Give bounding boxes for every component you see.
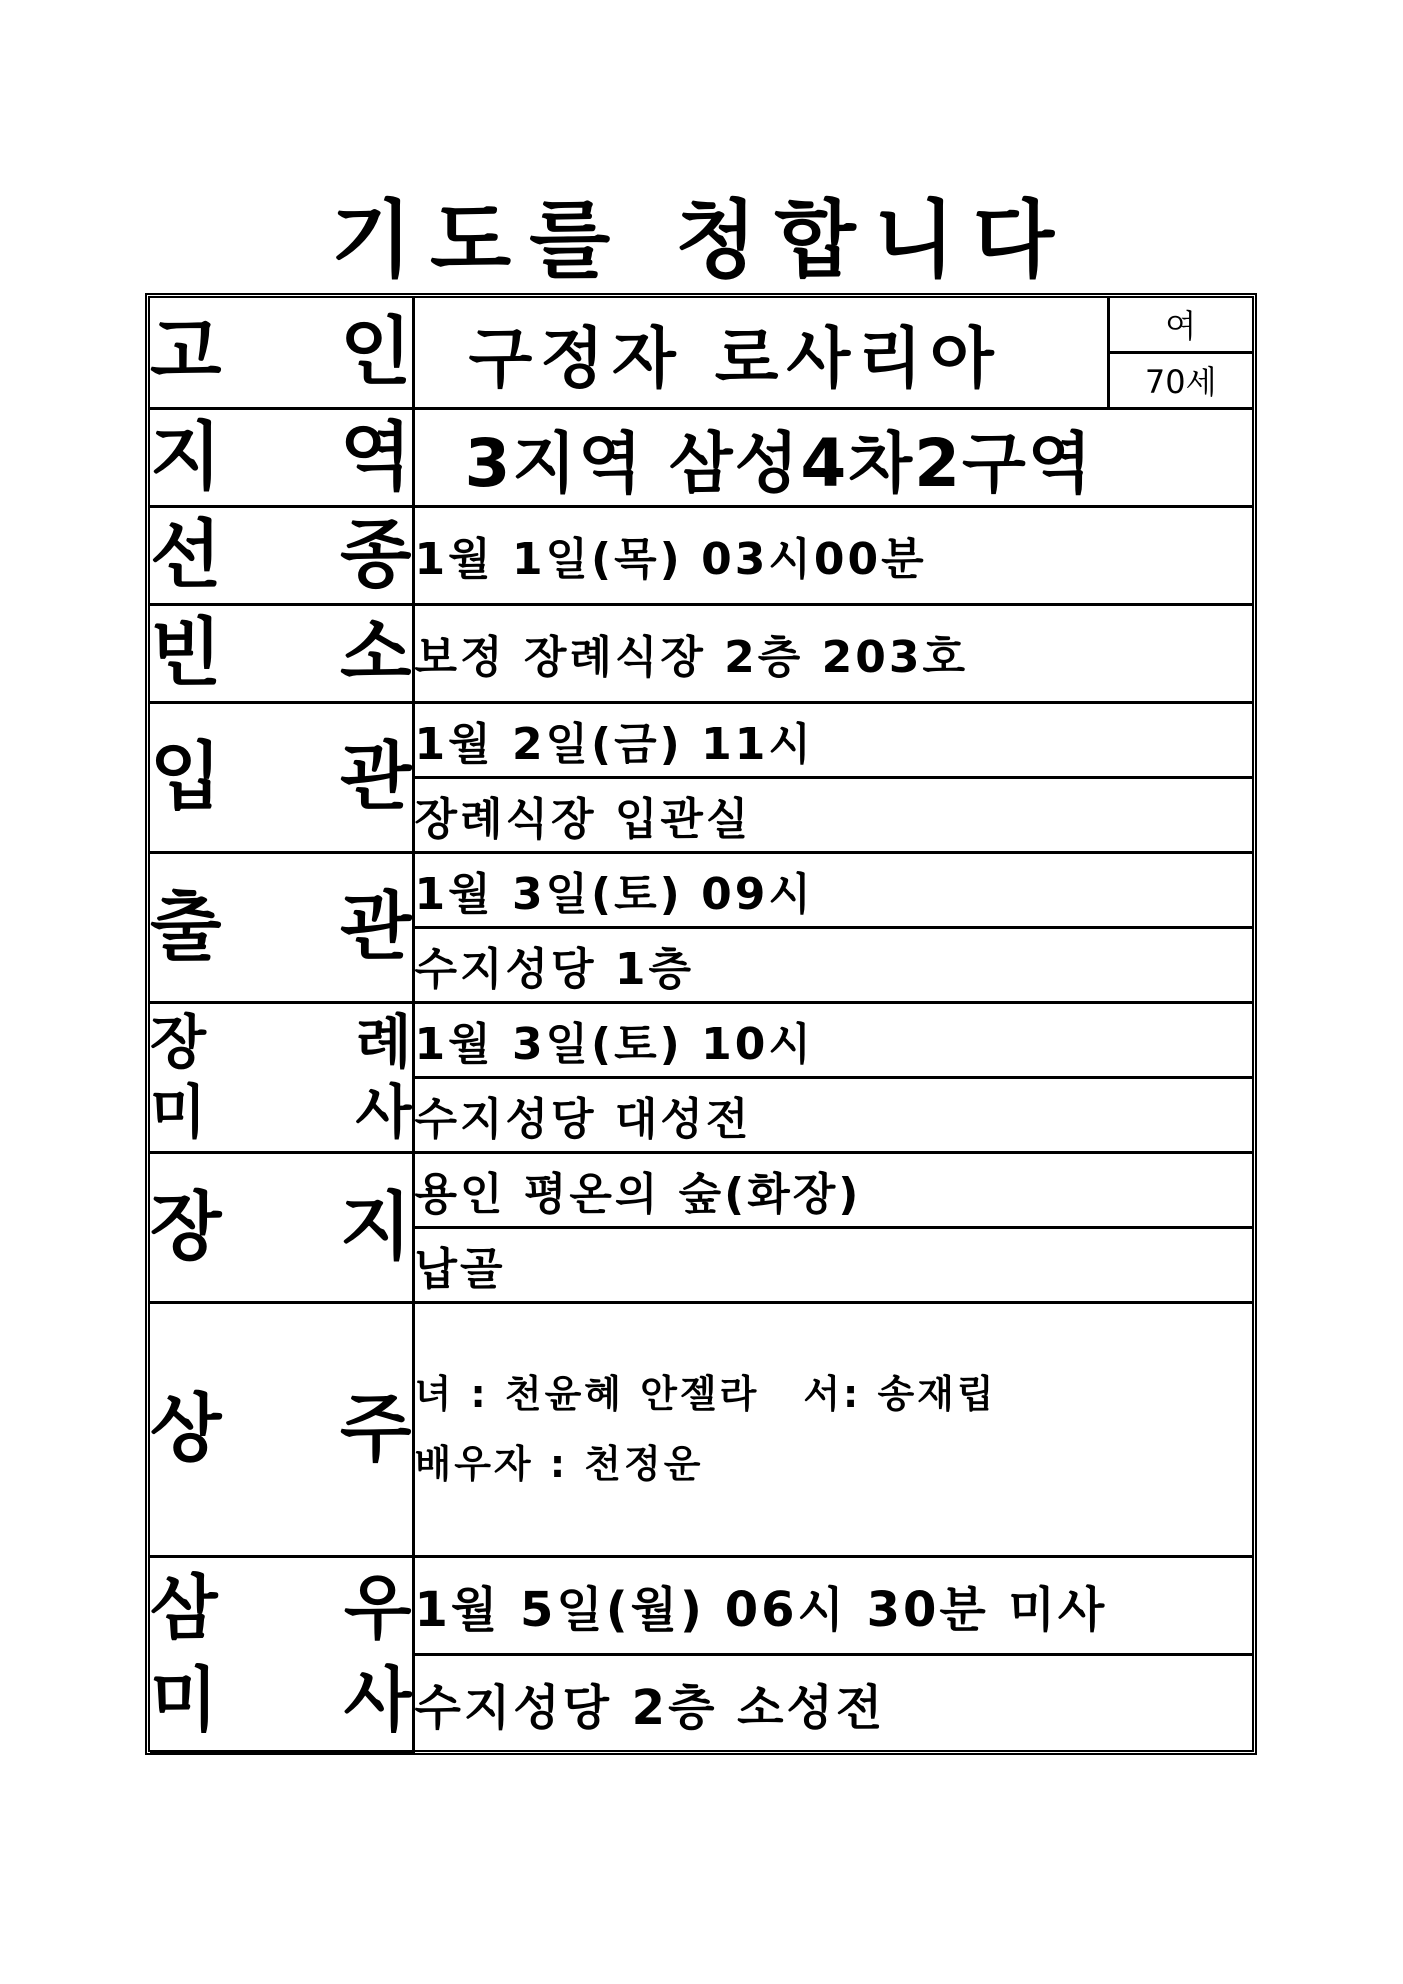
- death-label: 선 종: [150, 506, 413, 604]
- third-day-mass-datetime: 1월 5일(월) 06시 30분 미사: [413, 1556, 1252, 1654]
- carrying-out-datetime: 1월 3일(토) 09시: [413, 852, 1252, 927]
- encoffin-label: 입 관: [150, 702, 413, 852]
- burial-type: 납골: [413, 1227, 1252, 1302]
- funeral-mass-place: 수지성당 대성전: [413, 1077, 1252, 1152]
- region-label: 지 역: [150, 408, 413, 506]
- burial-label: 장 지: [150, 1152, 413, 1302]
- funeral-notice-table: [145, 293, 1257, 1755]
- region-value: 3지역 삼성4차2구역: [413, 408, 1252, 506]
- funeral-mass-datetime: 1월 3일(토) 10시: [413, 1002, 1252, 1077]
- mourners-line-1: 녀 : 천윤혜 안젤라 서: 송재립: [414, 1372, 997, 1416]
- deceased-age: 70세: [1108, 352, 1252, 408]
- chief-mourners-label: 상 주: [150, 1302, 413, 1556]
- mourners-line-2: 배우자 : 천정운: [414, 1442, 704, 1486]
- deceased-name: 구정자 로사리아: [413, 298, 1108, 408]
- funeral-mass-label: 장 례 미 사: [150, 1002, 413, 1152]
- death-datetime: 1월 1일(목) 03시00분: [413, 506, 1252, 604]
- carrying-out-label: 출 관: [150, 852, 413, 1002]
- burial-place: 용인 평온의 숲(화장): [413, 1152, 1252, 1227]
- third-day-mass-place: 수지성당 2층 소성전: [413, 1654, 1252, 1752]
- mortuary-location: 보정 장례식장 2층 203호: [413, 604, 1252, 702]
- encoffin-datetime: 1월 2일(금) 11시: [413, 702, 1252, 777]
- chief-mourners-list: [413, 1302, 1252, 1556]
- carrying-out-place: 수지성당 1층: [413, 927, 1252, 1002]
- encoffin-place: 장례식장 입관실: [413, 777, 1252, 852]
- deceased-label: 고 인: [150, 298, 413, 408]
- document-title: 기도를 청합니다: [330, 191, 1073, 289]
- deceased-gender: 여: [1108, 298, 1252, 352]
- mortuary-label: 빈 소: [150, 604, 413, 702]
- third-day-mass-label: 삼 우 미 사: [150, 1556, 413, 1752]
